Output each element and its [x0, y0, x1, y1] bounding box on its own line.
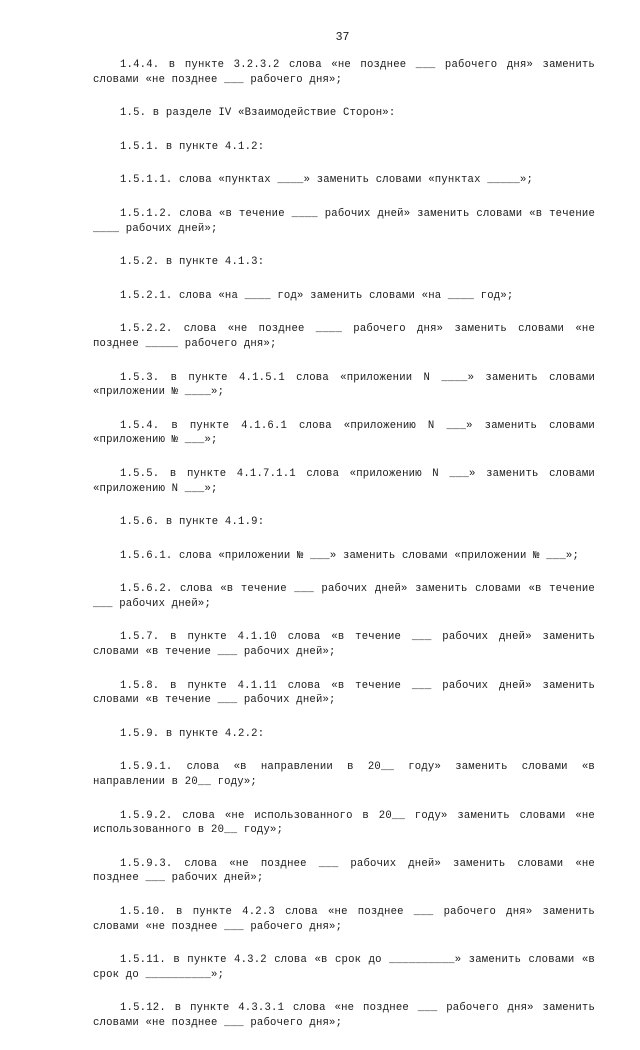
paragraph-1-5-4: 1.5.4. в пункте 4.1.6.1 слова «приложению N ___» заменить словами «приложению № ___»; [93, 419, 595, 447]
paragraph-1-5-6: 1.5.6. в пункте 4.1.9: [120, 516, 265, 529]
paragraph-1-5-9-1: 1.5.9.1. слова «в направлении в 20__ году» заменить словами «в направлении в 20__ году»; [93, 761, 595, 789]
document-body [93, 58, 595, 1050]
paragraph-1-5-8: 1.5.8. в пункте 4.1.11 слова «в течение ___ рабочих дней» заменить словами «в течение ___ рабочих дней»; [93, 679, 595, 707]
paragraph-1-5-3: 1.5.3. в пункте 4.1.5.1 слова «приложении N ____» заменить словами «приложении № ____»; [93, 371, 595, 399]
page-number: 37 [335, 31, 350, 44]
paragraph-1-5-9-2: 1.5.9.2. слова «не использованного в 20__ году» заменить словами «не использованного в 20__ году»; [93, 809, 595, 837]
paragraph-1-5-12: 1.5.12. в пункте 4.3.3.1 слова «не позднее ___ рабочего дня» заменить словами «не позднее ___ рабочего дня»; [93, 1002, 595, 1029]
paragraph-1-5-7: 1.5.7. в пункте 4.1.10 слова «в течение ___ рабочих дней» заменить словами «в течение ___ рабочих дней»; [93, 631, 595, 659]
paragraph-1-5-6-1: 1.5.6.1. слова «приложении № ___» заменить словами «приложении № ___»; [120, 549, 580, 562]
paragraph-1-5-6-2: 1.5.6.2. слова «в течение ___ рабочих дней» заменить словами «в течение ___ рабочих дней»; [93, 583, 595, 610]
paragraph-1-5-2: 1.5.2. в пункте 4.1.3: [120, 256, 265, 269]
paragraph-1-5: 1.5. в разделе IV «Взаимодействие Сторон»: [120, 107, 396, 120]
paragraph-1-4-4: 1.4.4. в пункте 3.2.3.2 слова «не позднее ___ рабочего дня» заменить словами «не позднее ___ рабочего дня»; [93, 59, 595, 86]
paragraph-1-5-2-2: 1.5.2.2. слова «не позднее ____ рабочего дня» заменить словами «не позднее _____ рабочего дня»; [93, 323, 595, 350]
paragraph-1-5-9: 1.5.9. в пункте 4.2.2: [120, 727, 265, 740]
paragraph-1-5-2-1: 1.5.2.1. слова «на ____ год» заменить словами «на ____ год»; [120, 289, 514, 302]
paragraph-1-5-10: 1.5.10. в пункте 4.2.3 слова «не позднее ___ рабочего дня» заменить словами «не позднее ___ рабочего дня»; [93, 906, 595, 933]
paragraph-1-5-1-1: 1.5.1.1. слова «пунктах ____» заменить словами «пунктах _____»; [120, 174, 534, 187]
paragraph-1-5-1: 1.5.1. в пункте 4.1.2: [120, 140, 265, 153]
paragraph-1-5-1-2: 1.5.1.2. слова «в течение ____ рабочих дней» заменить словами «в течение ____ рабочих дней»; [93, 207, 595, 235]
paragraph-1-5-9-3: 1.5.9.3. слова «не позднее ___ рабочих дней» заменить словами «не позднее ___ рабочих дней»; [93, 857, 595, 885]
paragraph-1-5-5: 1.5.5. в пункте 4.1.7.1.1 слова «приложению N ___» заменить словами «приложению N ___»; [93, 467, 595, 495]
paragraph-1-5-11: 1.5.11. в пункте 4.3.2 слова «в срок до __________» заменить словами «в срок до __________»; [93, 954, 595, 981]
